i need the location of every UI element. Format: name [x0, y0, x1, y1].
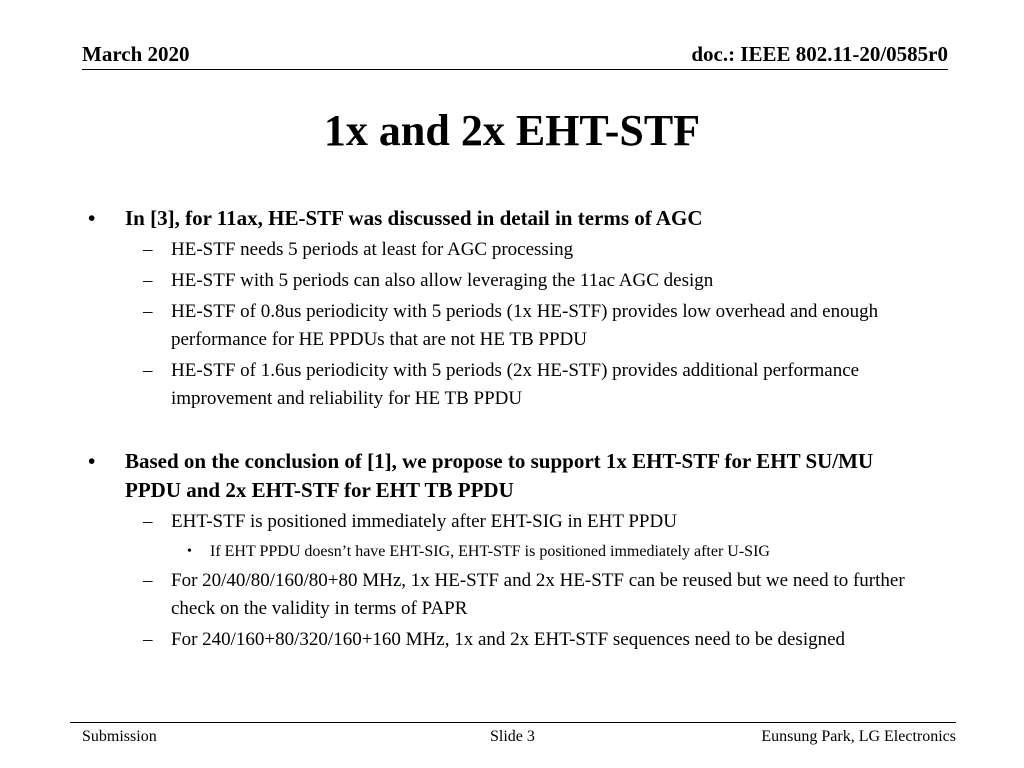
sub-bullet: [143, 508, 931, 536]
sub-bullet-text: EHT-STF is positioned immediately after EHT-SIG in EHT PPDU: [171, 511, 677, 532]
footer-divider: [70, 722, 956, 723]
header-divider: [82, 69, 948, 70]
dash-marker: –: [143, 301, 153, 322]
sub-bullet: [143, 267, 931, 295]
bullet-marker: •: [88, 449, 96, 473]
sub-bullet-text: For 20/40/80/160/80+80 MHz, 1x HE-STF and 2x HE-STF can be reused but we need to further check on the validity in terms of PAPR: [171, 570, 905, 619]
footer-author: Eunsung Park, LG Electronics: [761, 728, 956, 745]
spacer: [0, 413, 1024, 447]
sub-bullet: [143, 626, 931, 654]
header-doc-id: doc.: IEEE 802.11-20/0585r0: [691, 42, 948, 66]
dash-marker: –: [143, 360, 153, 381]
sub-bullet-text: HE-STF needs 5 periods at least for AGC processing: [171, 239, 574, 260]
bullet-text: Based on the conclusion of [1], we propose to support 1x EHT-STF for EHT SU/MU PPDU and 2x EHT-STF for EHT TB PPDU: [125, 449, 874, 502]
dash-marker: –: [143, 629, 153, 650]
sub-bullet: [143, 357, 931, 413]
slide-title: 1x and 2x EHT-STF: [323, 106, 701, 155]
footer-submission: Submission: [82, 728, 157, 745]
sub-bullet-text: HE-STF of 0.8us periodicity with 5 periods (1x HE-STF) provides low overhead and enough performance for HE PPDUs that are not HE TB PPDU: [171, 301, 879, 350]
sub-bullet: [143, 298, 931, 354]
dot-marker: •: [187, 544, 192, 559]
footer-slide-number: Slide 3: [490, 728, 535, 745]
bullet-marker: •: [88, 206, 96, 230]
bullet-agc-discussion: [88, 204, 915, 233]
dash-marker: –: [143, 239, 153, 260]
sub-sub-bullet: [187, 540, 930, 564]
slide-body: [0, 204, 1024, 654]
bullet-proposal: [88, 447, 915, 505]
slide-header: [82, 40, 948, 70]
header-date: March 2020: [82, 42, 190, 66]
bullet-text: In [3], for 11ax, HE-STF was discussed in detail in terms of AGC: [125, 206, 703, 230]
dash-marker: –: [143, 270, 153, 291]
sub-sub-bullet-text: If EHT PPDU doesn’t have EHT-SIG, EHT-STF is positioned immediately after U-SIG: [210, 543, 770, 560]
sub-bullet-text: For 240/160+80/320/160+160 MHz, 1x and 2x EHT-STF sequences need to be designed: [171, 629, 846, 650]
sub-bullet-text: HE-STF with 5 periods can also allow leveraging the 11ac AGC design: [171, 270, 714, 291]
sub-bullet: [143, 567, 931, 623]
dash-marker: –: [143, 511, 153, 532]
sub-bullet: [143, 236, 931, 264]
dash-marker: –: [143, 570, 153, 591]
sub-bullet-text: HE-STF of 1.6us periodicity with 5 periods (2x HE-STF) provides additional performance improvement and reliability for HE TB PPDU: [171, 360, 860, 409]
